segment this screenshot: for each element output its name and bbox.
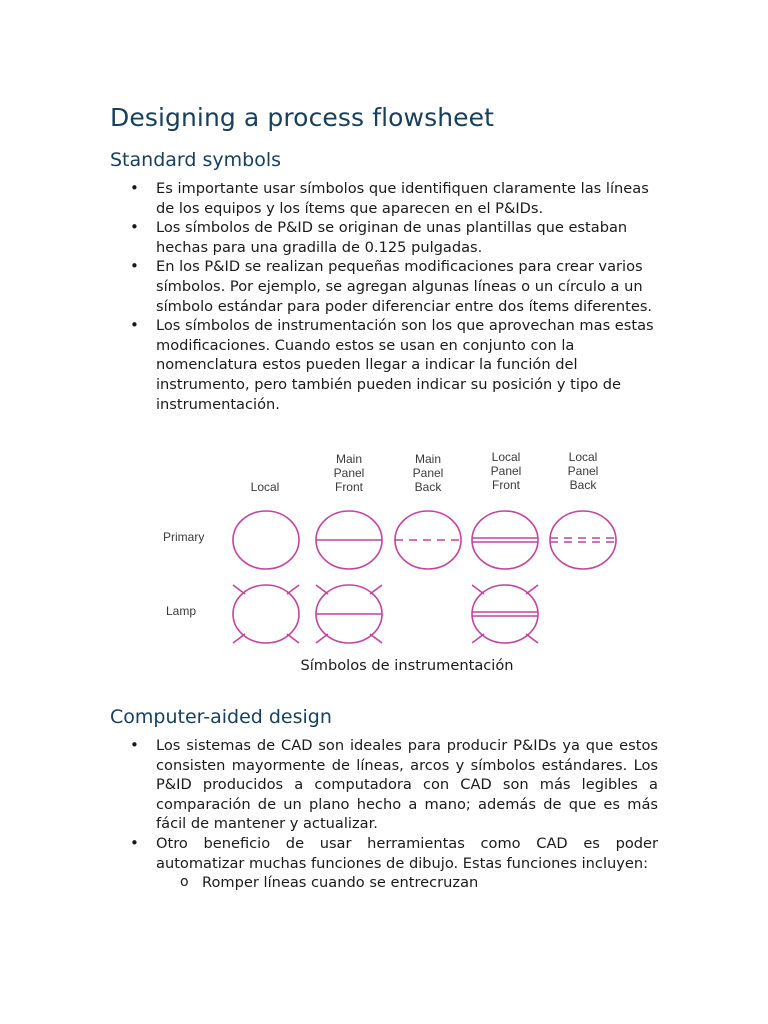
cad-list <box>130 736 658 893</box>
sub-list-item: o Romper líneas cuando se entrecruzan <box>156 873 658 893</box>
col-header-local-panel-front-1: Local <box>491 450 521 464</box>
col-header-main-panel-front-3: Front <box>334 480 364 494</box>
col-header-main-panel-back-2: Panel <box>412 466 444 480</box>
section-heading-standard-symbols: Standard symbols <box>110 149 281 171</box>
cad-sublist <box>156 873 658 893</box>
list-item: • Los símbolos de instrumentación son los que aprovechan mas estas modificaciones. Cuando estos se usan en conjunto con la nomenclatura estos pueden llegar a indicar la función del instrumento, pero también pueden indicar su posición y tipo de instrumentación. <box>130 316 658 414</box>
list-item: • Los símbolos de P&ID se originan de unas plantillas que estaban hechas para una gradilla de 0.125 pulgadas. <box>130 218 658 257</box>
column-headers <box>251 450 599 494</box>
col-header-local-panel-back-2: Panel <box>567 464 599 478</box>
symbols-diagram <box>150 440 630 655</box>
row-label-primary: Primary <box>163 530 205 544</box>
instrumentation-symbols-figure <box>150 440 630 655</box>
standard-symbols-list <box>130 179 658 414</box>
col-header-main-panel-front-1: Main <box>335 452 363 466</box>
col-header-local: Local <box>250 480 280 494</box>
page-title: Designing a process flowsheet <box>110 103 495 132</box>
col-header-local-panel-front-2: Panel <box>490 464 522 478</box>
list-item: • Los sistemas de CAD son ideales para producir P&IDs ya que estos consisten mayormente de líneas, arcos y símbolos estándares. Los P&ID producidos a computadora con CAD son más legibles a comparación de un plano hecho a mano; además de que es más fácil de mantener y actualizar. <box>130 736 658 834</box>
col-header-local-panel-back-3: Back <box>569 478 597 492</box>
section-heading-computer-aided-design: Computer-aided design <box>110 706 332 728</box>
list-item: • En los P&ID se realizan pequeñas modificaciones para crear varios símbolos. Por ejemplo, se agregan algunas líneas o un círculo a un símbolo estándar para poder diferenciar entre dos ítems diferentes. <box>130 257 658 316</box>
col-header-local-panel-front-3: Front <box>491 478 521 492</box>
col-header-main-panel-back-3: Back <box>414 480 442 494</box>
symbol-primary-local-panel-front <box>472 511 538 569</box>
list-item: • Es importante usar símbolos que identifiquen claramente las líneas de los equipos y los ítems que aparecen en el P&IDs. <box>130 179 658 218</box>
symbol-lamp-local-panel-front <box>472 585 538 643</box>
symbol-lamp-main-panel-front <box>316 585 382 643</box>
symbol-primary-local-panel-back <box>550 511 616 569</box>
symbol-primary-main-panel-front <box>316 511 382 569</box>
symbol-primary-main-panel-back <box>395 511 461 569</box>
figure-caption: Símbolos de instrumentación <box>300 657 514 674</box>
symbol-lamp-local <box>233 585 299 643</box>
row-label-lamp: Lamp <box>166 604 197 618</box>
list-item-text: Otro beneficio de usar herramientas como CAD es poder automatizar muchas funciones de dibujo. Estas funciones incluyen: <box>156 834 658 872</box>
col-header-local-panel-back-1: Local <box>568 450 598 464</box>
col-header-main-panel-front-2: Panel <box>333 466 365 480</box>
list-item <box>130 834 658 893</box>
col-header-main-panel-back-1: Main <box>414 452 442 466</box>
symbol-primary-local <box>233 511 299 569</box>
